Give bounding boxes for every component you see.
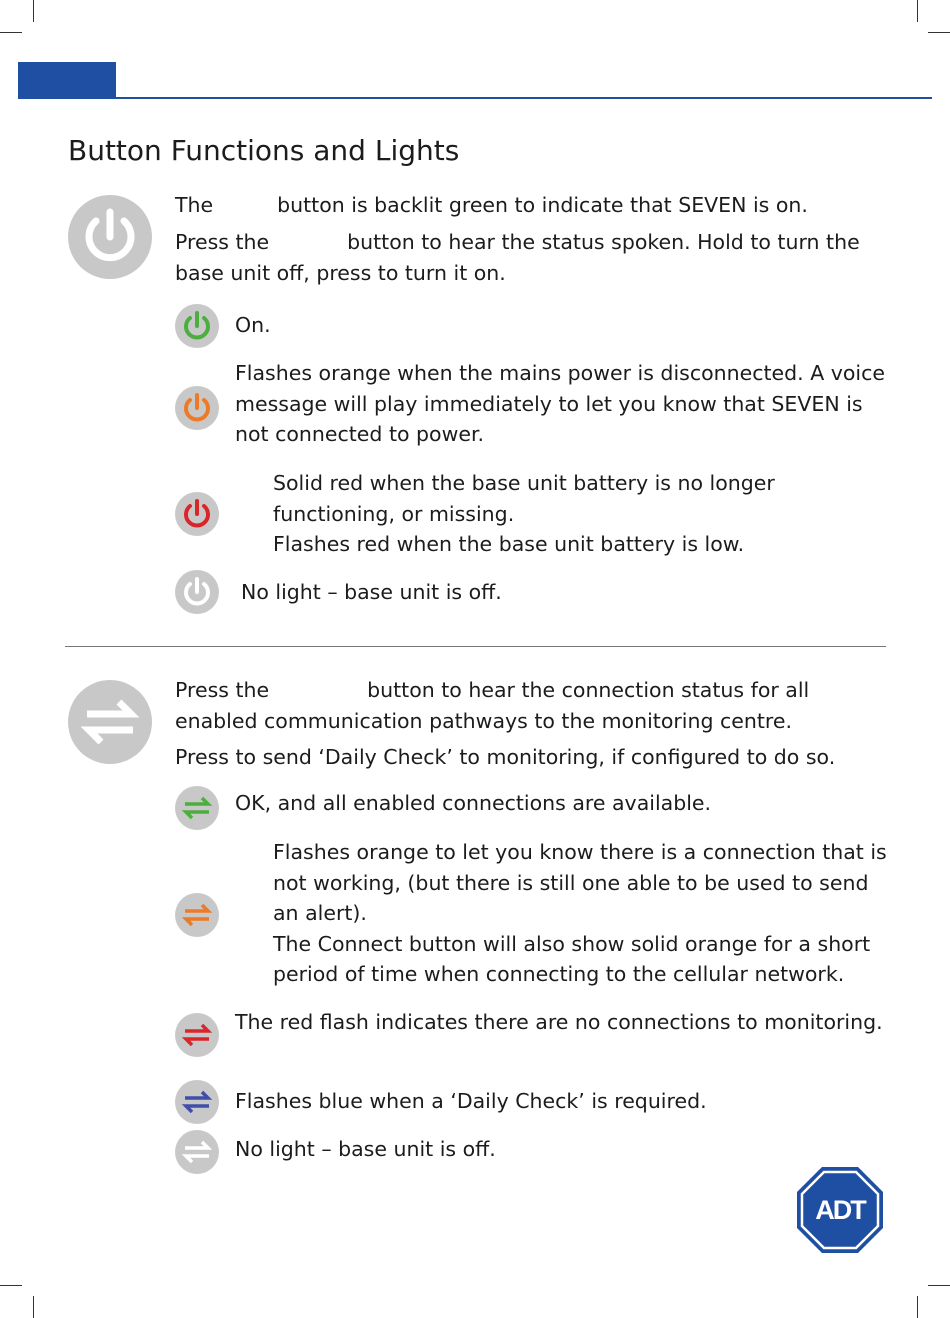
section-divider xyxy=(65,646,886,647)
adt-logo xyxy=(796,1166,884,1254)
header-rule xyxy=(18,97,932,99)
connect-state-green: OK, and all enabled connections are available. xyxy=(235,791,712,815)
connect-off-icon xyxy=(175,1130,219,1174)
connect-state-orange: Flashes orange to let you know there is a connection that is not working, (but there is still one able to be used to send an alert). The Connect button will also show solid orange for a short period of time when connecting to the cellular network. xyxy=(273,840,887,986)
power-state-red: Solid red when the base unit battery is no longer functioning, or missing. Flashes red when the base unit battery is low. xyxy=(273,471,775,556)
power-intro xyxy=(175,190,808,221)
power-press xyxy=(175,227,860,288)
crop-mark xyxy=(928,1285,950,1286)
power-intro-the: The xyxy=(175,193,214,217)
crop-mark xyxy=(33,0,34,22)
page-title: Button Functions and Lights xyxy=(68,134,460,167)
power-red-icon xyxy=(175,492,219,536)
crop-mark xyxy=(928,32,950,33)
power-orange-icon xyxy=(175,386,219,430)
connect-daily: Press to send ‘Daily Check’ to monitoring, if configured to do so. xyxy=(175,745,836,769)
crop-mark xyxy=(917,1296,918,1318)
header-tab xyxy=(18,62,116,98)
power-state-green: On. xyxy=(235,313,271,337)
connect-state-blue: Flashes blue when a ‘Daily Check’ is required. xyxy=(235,1089,707,1113)
power-state-off: No light – base unit is off. xyxy=(241,580,502,604)
connect-press xyxy=(175,675,809,736)
power-green-icon xyxy=(175,304,219,348)
power-off-icon xyxy=(175,570,219,614)
power-intro-rest: button is backlit green to indicate that SEVEN is on. xyxy=(277,193,808,217)
power-button-icon xyxy=(67,194,153,280)
connect-press-rest: button to hear the connection status for all xyxy=(367,678,810,702)
connect-button-icon xyxy=(67,679,153,765)
adt-logo-text: ADT xyxy=(815,1195,865,1225)
connect-state-red: The red flash indicates there are no connections to monitoring. xyxy=(235,1010,883,1034)
power-press-rest: button to hear the status spoken. Hold to turn the xyxy=(347,230,860,254)
power-press-line2: base unit off, press to turn it on. xyxy=(175,260,506,285)
crop-mark xyxy=(0,1285,22,1286)
connect-green-icon xyxy=(175,786,219,830)
crop-mark xyxy=(33,1296,34,1318)
connect-press-the: Press the xyxy=(175,678,270,702)
crop-mark xyxy=(0,32,22,33)
power-press-the: Press the xyxy=(175,230,270,254)
crop-mark xyxy=(917,0,918,22)
connect-red-icon xyxy=(175,1013,219,1057)
connect-state-off: No light – base unit is off. xyxy=(235,1137,496,1161)
connect-press-line2: enabled communication pathways to the monitoring centre. xyxy=(175,708,793,733)
connect-orange-icon xyxy=(175,893,219,937)
power-state-orange: Flashes orange when the mains power is disconnected. A voice message will play immediately to let you know that SEVEN is not connected to power. xyxy=(235,361,885,446)
connect-blue-icon xyxy=(175,1080,219,1124)
